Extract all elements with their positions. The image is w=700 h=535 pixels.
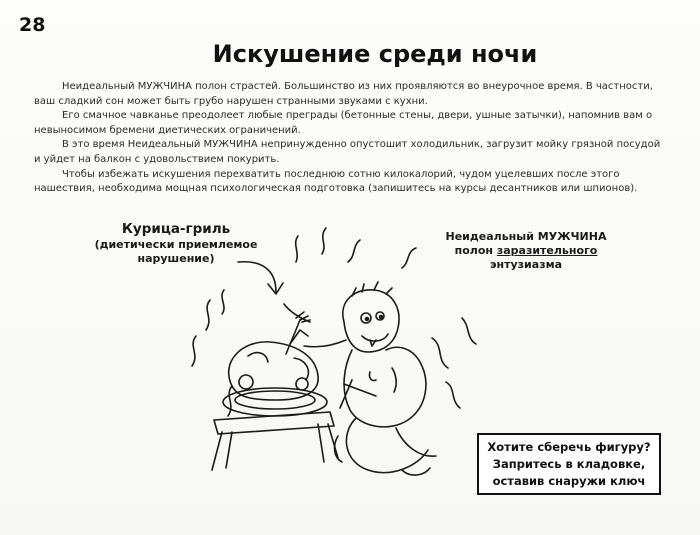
man-arm [304,340,346,347]
pointer-arrow [238,262,276,292]
plate [223,388,327,416]
paragraph-4-line-1: Чтобы избежать искушения перехватить последнюю сотню килокалорий, чудом уцелевших после этого [62,168,620,180]
man-caption-line-3: энтузиазма [490,258,562,271]
man-body [344,347,426,427]
paragraph-1 [34,80,676,109]
page-title: Искушение среди ночи [212,40,538,68]
page-number: 28 [19,14,46,36]
pointer-arrow-head [268,283,283,294]
body-text [34,80,676,197]
man-caption-line-2 [418,244,634,258]
paragraph-1-line-2: ваш сладкий сон может быть грубо нарушен странными звуками с кухни. [34,95,428,107]
man-caption [418,230,634,272]
man-caption-line-2-prefix: полон [454,244,497,257]
motion-lines-left [206,300,210,330]
man-caption-line-1: Неидеальный МУЖЧИНА [445,230,607,243]
paragraph-4 [34,168,676,197]
chicken-caption-line-2: (диетически приемлемое [94,238,258,251]
paragraph-2-line-1: Его смачное чавканье преодолеет любые преграды (бетонные стены, двери, ушные затычки), напомнив вам о [62,110,653,122]
chicken-caption-line-1: Курица-гриль [121,221,231,237]
fork [286,320,300,354]
chicken-caption [86,221,266,266]
man-head [343,290,399,352]
paragraph-3-line-1: В это время Неидеальный МУЖЧИНА непринужденно опустошит холодильник, загрузит мойку грязной посудой [62,139,661,151]
paragraph-3-line-2: и уйдет на балкон с удовольствием покурить. [34,153,280,165]
motion-lines-right [432,338,448,368]
man-legs [346,418,428,473]
paragraph-4-line-2: нашествия, необходима мощная психологическая подготовка (запишитесь на курсы десантников или шпионов). [34,183,638,195]
paragraph-2-line-2: невыносимом бремени диетических ограничений. [34,124,301,136]
motion-lines-top [296,236,298,262]
tip-line-2: Запритесь в кладовке, [492,457,646,471]
bench [214,412,334,434]
paragraph-3 [34,138,676,167]
tip-box [477,433,661,495]
man-caption-line-2-underlined: заразительного [496,244,598,257]
tip-line-3: оставив снаружи ключ [492,474,646,488]
roast-chicken [229,342,318,400]
tip-line-1: Хотите сберечь фигуру? [487,440,651,454]
paragraph-1-line-1: Неидеальный МУЖЧИНА полон страстей. Большинство из них проявляются во внеурочное время. В частности, [62,81,653,92]
chicken-caption-line-3: нарушение) [137,252,215,265]
paragraph-2 [34,109,676,138]
